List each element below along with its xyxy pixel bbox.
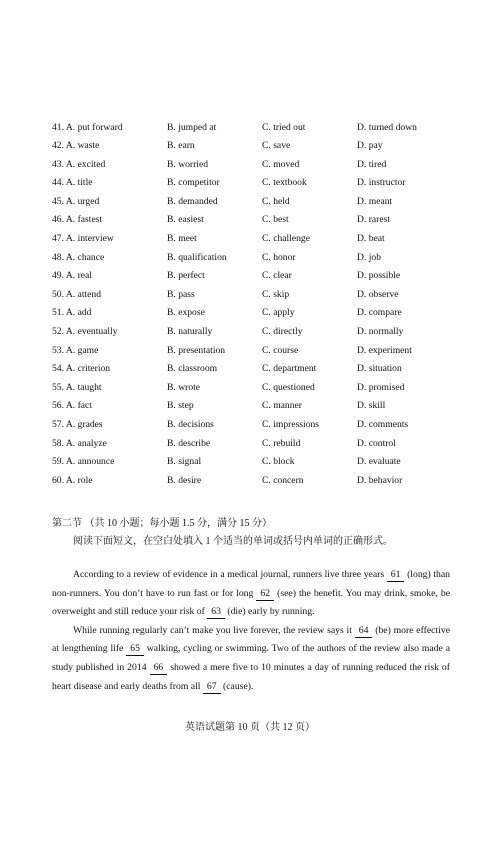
option-b: B. perfect: [167, 270, 205, 282]
option-c: C. questioned: [262, 381, 315, 393]
option-c: C. best: [262, 214, 289, 226]
option-d: D. comments: [357, 419, 409, 430]
option-a: 46. A. fastest: [52, 214, 103, 226]
option-a: 49. A. real: [52, 270, 92, 282]
option-a: 48. A. chance: [52, 251, 105, 263]
option-b: B. wrote: [167, 381, 201, 393]
blank-63: 63: [207, 606, 225, 619]
option-c: C. save: [262, 140, 291, 152]
option-c: C. department: [262, 363, 317, 375]
option-c: C. honor: [262, 251, 296, 263]
option-c: C. directly: [262, 326, 303, 338]
option-row: [52, 285, 472, 304]
option-row: [52, 137, 472, 156]
option-c: C. moved: [262, 158, 300, 170]
option-row: [52, 360, 472, 379]
option-b: B. classroom: [167, 363, 218, 375]
passage-text: showed a mere five to 10 minutes a day of running reduced the risk of heart disease and early deaths from all: [52, 661, 450, 692]
option-a: 56. A. fact: [52, 400, 92, 412]
option-a: 45. A. urged: [52, 195, 100, 207]
option-a: 42. A. waste: [52, 140, 100, 152]
option-row: [52, 118, 472, 137]
option-row: [52, 230, 472, 249]
option-a: 43. A. excited: [52, 158, 106, 170]
option-row: [52, 155, 472, 174]
option-a: 52. A. eventually: [52, 326, 118, 338]
passage-text: (cause).: [223, 680, 254, 692]
option-c: C. clear: [262, 270, 292, 282]
option-row: [52, 397, 472, 416]
reading-passage: [52, 566, 450, 696]
option-b: B. worried: [167, 158, 209, 170]
option-a: 47. A. interview: [52, 233, 114, 245]
option-d: D. observe: [357, 288, 399, 300]
option-b: B. naturally: [167, 326, 213, 338]
option-c: C. apply: [262, 307, 295, 319]
option-c: C. held: [262, 195, 290, 207]
blank-62: 62: [256, 588, 274, 601]
option-d: D. evaluate: [357, 456, 401, 468]
option-row: [52, 267, 472, 286]
option-b: B. easiest: [167, 214, 204, 226]
option-b: B. presentation: [167, 344, 226, 356]
option-row: [52, 248, 472, 267]
option-d: D. normally: [357, 326, 404, 338]
option-a: 59. A. announce: [52, 456, 115, 468]
passage-text: (see) the benefit. You may drink, smoke, be overweight and still reduce your risk of: [52, 587, 451, 618]
option-c: C. rebuild: [262, 437, 301, 449]
option-a: 41. A. put forward: [52, 121, 123, 133]
option-d: D. beat: [357, 233, 385, 245]
option-c: C. challenge: [262, 233, 310, 245]
option-b: B. competitor: [167, 177, 220, 189]
option-d: D. rarest: [357, 214, 391, 226]
option-row: [52, 323, 472, 342]
passage-text: While running regularly can’t make you live forever, the review says it: [73, 624, 352, 636]
option-d: D. control: [357, 437, 396, 449]
blank-61: 61: [387, 569, 405, 582]
option-a: 57. A. grades: [52, 419, 103, 430]
option-c: C. textbook: [262, 177, 307, 189]
option-row: [52, 211, 472, 230]
option-c: C. block: [262, 456, 295, 468]
option-b: B. describe: [167, 437, 211, 449]
option-row: [52, 434, 472, 453]
option-d: D. possible: [357, 270, 401, 282]
option-a: 55. A. taught: [52, 381, 102, 393]
option-c: C. skip: [262, 288, 290, 300]
option-a: 51. A. add: [52, 307, 92, 319]
option-c: C. impressions: [262, 419, 320, 430]
option-c: C. course: [262, 344, 299, 356]
option-c: C. concern: [262, 474, 304, 486]
option-d: D. experiment: [357, 344, 412, 356]
option-d: D. job: [357, 251, 381, 263]
option-a: 44. A. title: [52, 177, 93, 189]
option-a: 53. A. game: [52, 344, 99, 356]
option-b: B. desire: [167, 474, 202, 486]
option-b: B. earn: [167, 140, 195, 152]
option-b: B. meet: [167, 233, 197, 245]
blank-66: 66: [150, 662, 168, 675]
option-row: [52, 378, 472, 397]
option-row: [52, 416, 472, 435]
section-title: 第二节 （共 10 小题；每小题 1.5 分，满分 15 分）: [52, 518, 272, 529]
page-footer: 英语试题第 10 页（共 12 页）: [185, 722, 315, 733]
option-b: B. pass: [167, 288, 195, 300]
passage-paragraph-1: [52, 566, 450, 622]
option-row: [52, 304, 472, 323]
blank-65: 65: [126, 643, 144, 656]
option-row: [52, 453, 472, 472]
section-instructions: 阅读下面短文，在空白处填入 1 个适当的单词或括号内单词的正确形式。: [73, 536, 393, 547]
option-a: 58. A. analyze: [52, 437, 107, 449]
option-b: B. demanded: [167, 195, 218, 207]
option-row: [52, 192, 472, 211]
option-b: B. decisions: [167, 419, 214, 430]
passage-paragraph-2: [52, 622, 450, 696]
blank-67: 67: [203, 681, 221, 694]
option-d: D. pay: [357, 140, 383, 152]
option-a: 50. A. attend: [52, 288, 102, 300]
passage-text: (be) more effective at lengthening life: [52, 624, 451, 655]
options-table: [52, 118, 472, 490]
passage-text: (long) than non-runners. You don’t have to run fast or for long: [52, 569, 451, 599]
option-d: D. meant: [357, 195, 393, 207]
option-d: D. promised: [357, 381, 405, 393]
option-d: D. skill: [357, 400, 386, 412]
option-d: D. situation: [357, 363, 402, 375]
option-d: D. compare: [357, 307, 402, 319]
option-b: B. signal: [167, 456, 202, 468]
passage-text: (die) early by running.: [227, 606, 315, 618]
option-row: [52, 341, 472, 360]
option-d: D. turned down: [357, 121, 417, 133]
passage-text: walking, cycling or swimming. Two of the authors of the review also made a study published in 2014: [52, 643, 451, 673]
option-c: C. tried out: [262, 121, 306, 133]
option-b: B. jumped at: [167, 121, 217, 133]
option-c: C. manner: [262, 400, 302, 412]
option-d: D. behavior: [357, 474, 403, 486]
option-d: D. instructor: [357, 177, 406, 189]
option-b: B. step: [167, 400, 194, 412]
option-a: 60. A. role: [52, 474, 93, 486]
blank-64: 64: [355, 625, 373, 638]
option-row: [52, 471, 472, 490]
option-a: 54. A. criterion: [52, 363, 111, 375]
option-row: [52, 174, 472, 193]
passage-text: According to a review of evidence in a medical journal, runners live three years: [73, 569, 385, 580]
option-b: B. expose: [167, 307, 205, 319]
option-d: D. tired: [357, 158, 387, 170]
option-b: B. qualification: [167, 251, 227, 263]
